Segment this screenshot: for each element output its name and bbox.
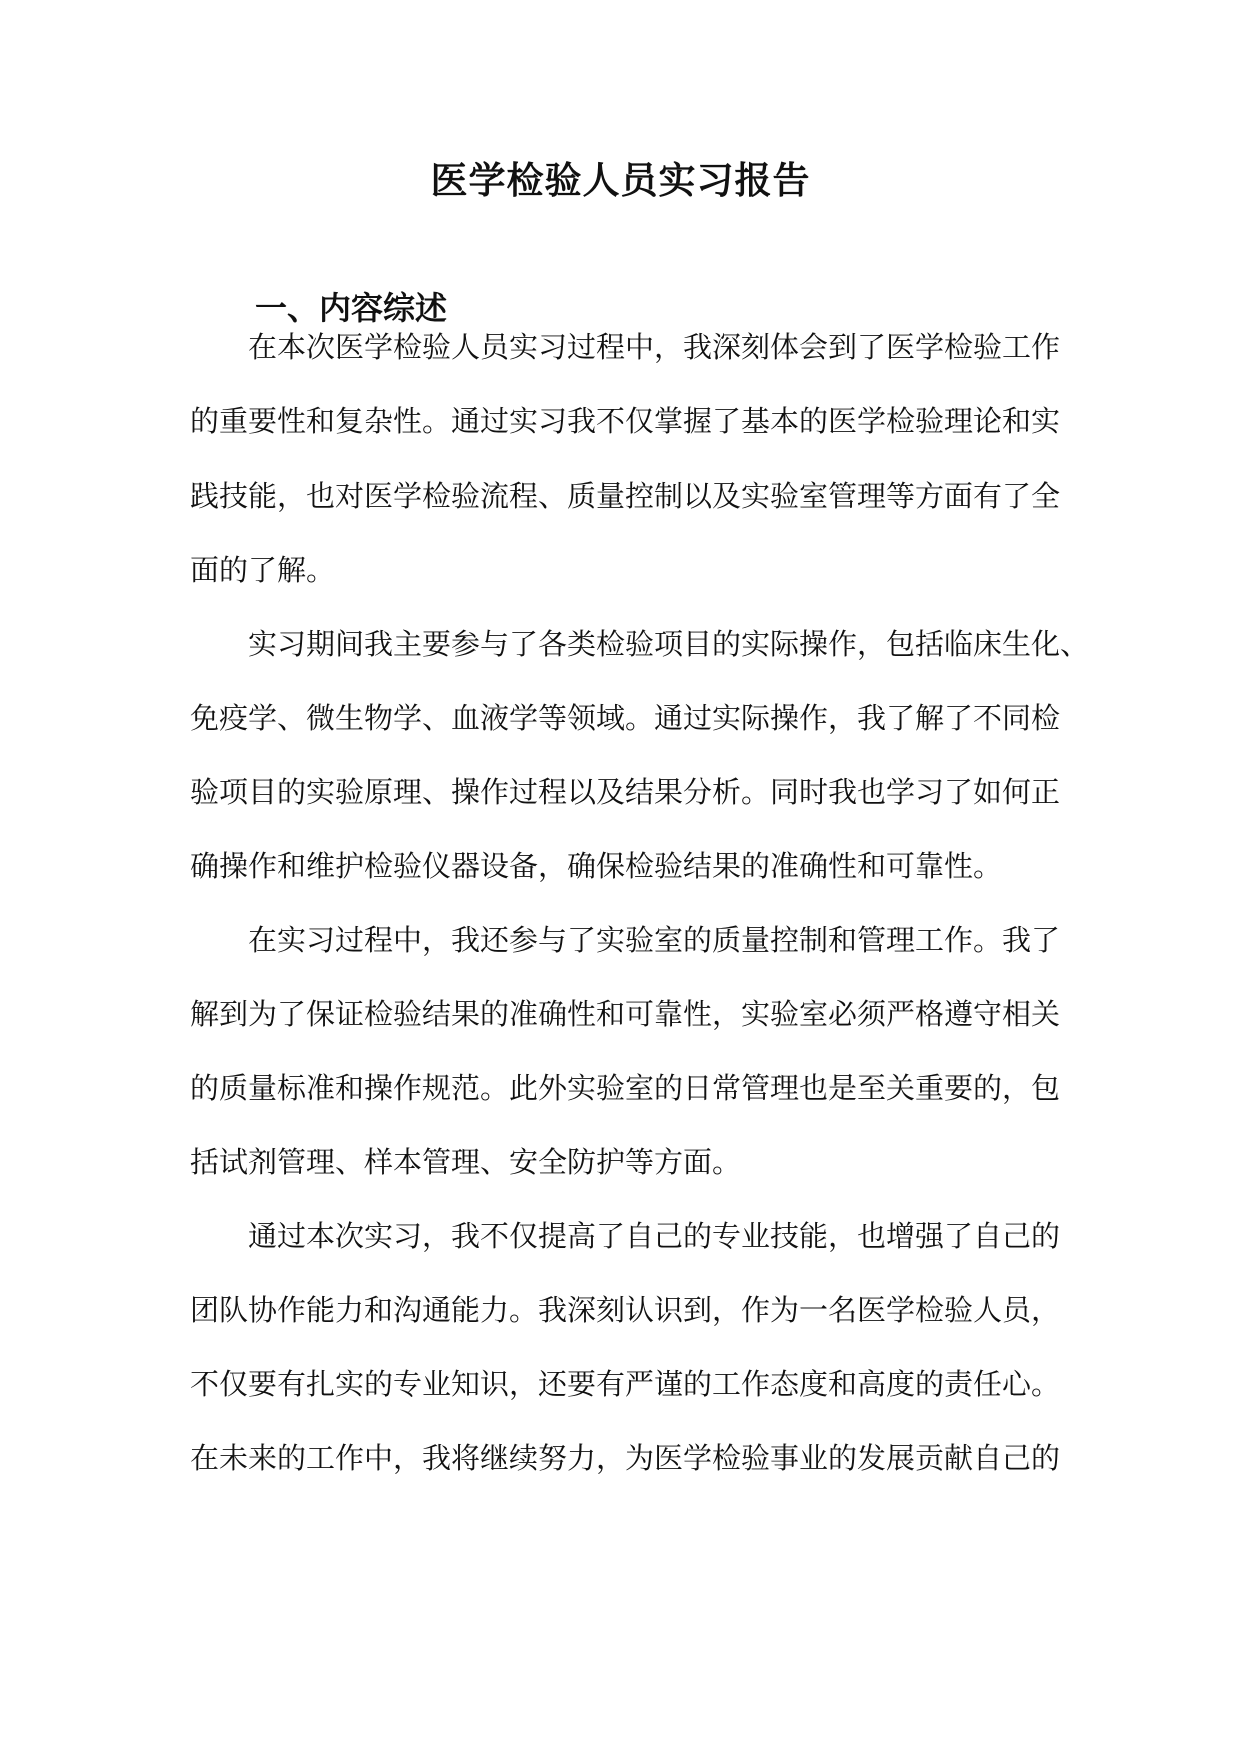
document-title: 医学检验人员实习报告 (430, 158, 811, 202)
paragraph-1-line: 的重要性和复杂性。通过实习我不仅掌握了基本的医学检验理论和实 (190, 404, 1061, 438)
paragraph-3-line: 解到为了保证检验结果的准确性和可靠性，实验室必须严格遵守相关 (190, 997, 1061, 1031)
paragraph-2-line: 验项目的实验原理、操作过程以及结果分析。同时我也学习了如何正 (190, 775, 1061, 809)
paragraph-2-line: 确操作和维护检验仪器设备，确保检验结果的准确性和可靠性。 (190, 849, 1003, 883)
paragraph-1-line: 在本次医学检验人员实习过程中，我深刻体会到了医学检验工作 (248, 330, 1061, 364)
paragraph-4-line: 团队协作能力和沟通能力。我深刻认识到，作为一名医学检验人员， (190, 1293, 1061, 1327)
paragraph-3-line: 的质量标准和操作规范。此外实验室的日常管理也是至关重要的，包 (190, 1071, 1061, 1105)
section-heading: 一、内容综述 (255, 289, 448, 327)
paragraph-1-line: 践技能，也对医学检验流程、质量控制以及实验室管理等方面有了全 (190, 479, 1061, 513)
paragraph-1-line: 面的了解。 (190, 553, 336, 587)
paragraph-4-line: 不仅要有扎实的专业知识，还要有严谨的工作态度和高度的责任心。 (190, 1367, 1061, 1401)
paragraph-3-line: 在实习过程中，我还参与了实验室的质量控制和管理工作。我了 (248, 923, 1061, 957)
paragraph-4-line: 通过本次实习，我不仅提高了自己的专业技能，也增强了自己的 (248, 1219, 1061, 1253)
paragraph-4-line: 在未来的工作中，我将继续努力，为医学检验事业的发展贡献自己的 (190, 1441, 1061, 1475)
paragraph-2-line: 免疫学、微生物学、血液学等领域。通过实际操作，我了解了不同检 (190, 701, 1061, 735)
paragraph-3-line: 括试剂管理、样本管理、安全防护等方面。 (190, 1145, 742, 1179)
paragraph-2-line: 实习期间我主要参与了各类检验项目的实际操作，包括临床生化、 (248, 627, 1090, 661)
